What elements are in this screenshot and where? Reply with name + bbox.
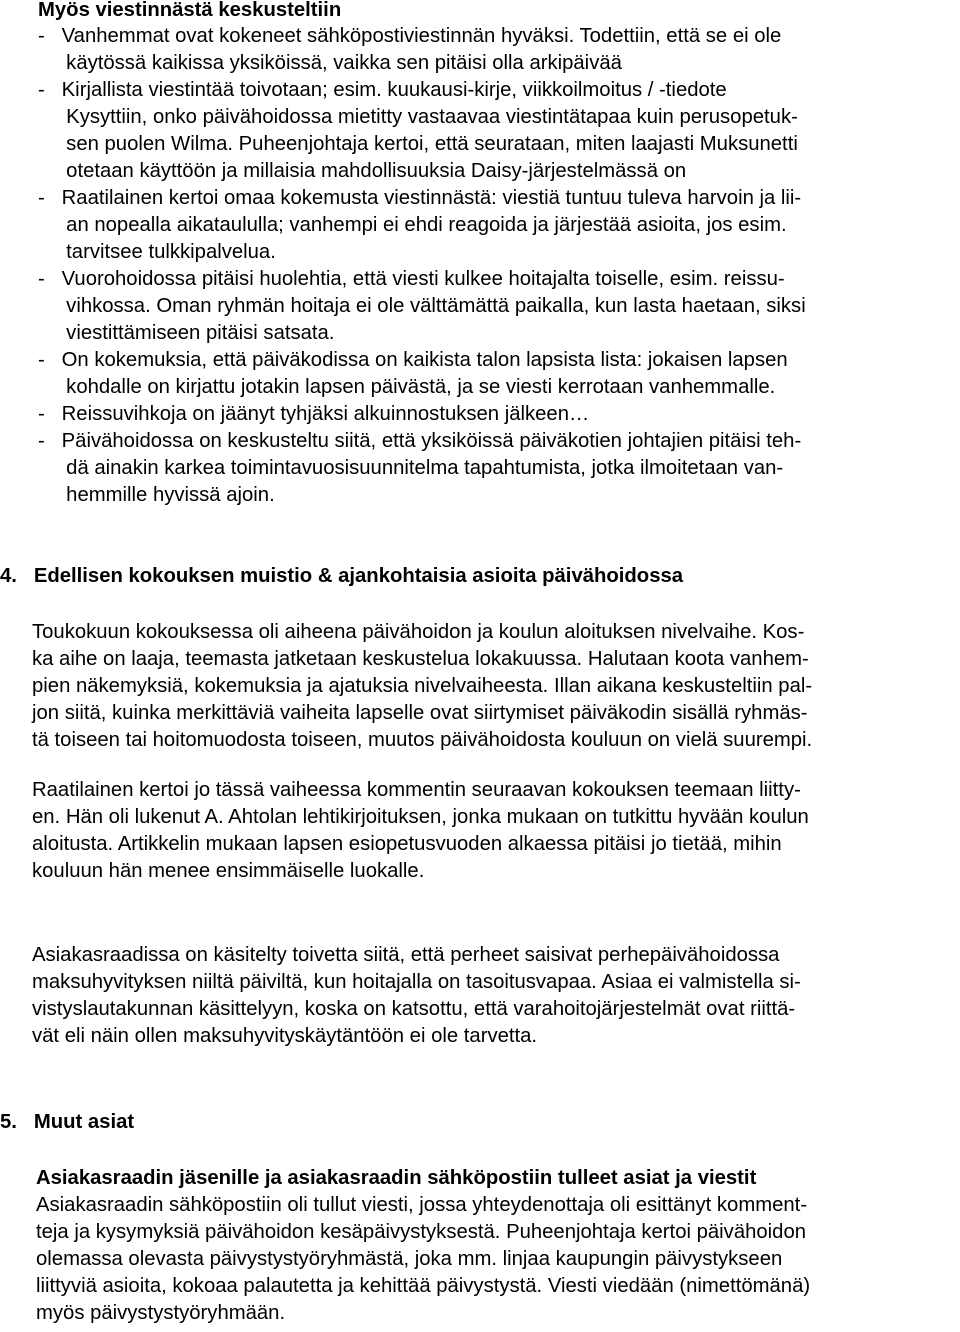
paragraph-line: aloitusta. Artikkelin mukaan lapsen esiopetusvuoden alkaessa pitäisi jo tietää, mihin [32,833,782,855]
paragraph-line: vistyslautakunnan käsittelyyn, koska on katsottu, että varahoitojärjestelmät ovat riittä- [32,998,796,1020]
paragraph-line: vät eli näin ollen maksuhyvityskäytäntöön ei ole tarvetta. [32,1025,538,1047]
bullet-line: vihkossa. Oman ryhmän hoitaja ei ole välttämättä paikalla, kun lasta haetaan, siksi [38,295,806,317]
paragraph-line: tä toiseen tai hoitomuodosta toiseen, muutos päivähoidosta kouluun on vielä suurempi. [32,729,813,751]
paragraph-line: jon siitä, kuinka merkittäviä vaiheita lapselle ovat siirtymiset päiväkodin sisällä ryhmäs- [32,702,808,724]
paragraph-line: Asiakasraadin sähköpostiin oli tullut viesti, jossa yhteydenottaja oli esittänyt komment- [36,1194,808,1216]
bullet-line: - Päivähoidossa on keskusteltu siitä, että yksiköissä päiväkotien johtajien pitäisi teh- [38,430,802,452]
bullet-line: käytössä kaikissa yksiköissä, vaikka sen pitäisi olla arkipäivää [38,52,622,74]
bullet-line: - Vanhemmat ovat kokeneet sähköpostiviestinnän hyväksi. Todettiin, että se ei ole [38,25,782,47]
bullet-line: Kysyttiin, onko päivähoidossa mietitty vastaavaa viestintätapaa kuin perusopetuk- [38,106,798,128]
paragraph-line: myös päivystystyöryhmään. [36,1302,286,1324]
paragraph-line: maksuhyvityksen niiltä päiviltä, kun hoitajalla on tasoitusvapaa. Asiaa ei valmistella si- [32,971,801,993]
bullet-line: dä ainakin karkea toimintavuosisuunnitelma tapahtumista, jotka ilmoitetaan van- [38,457,784,479]
paragraph-line: Toukokuun kokouksessa oli aiheena päivähoidon ja koulun aloituksen nivelvaihe. Kos- [32,621,805,643]
bullet-line: viestittämiseen pitäisi satsata. [38,322,335,344]
paragraph-line: ka aihe on laaja, teemasta jatketaan keskustelua lokakuussa. Halutaan koota vanhem- [32,648,809,670]
section-heading-viestinta: Myös viestinnästä keskusteltiin [38,0,342,21]
bullet-line: - On kokemuksia, että päiväkodissa on kaikista talon lapsista lista: jokaisen lapsen [38,349,788,371]
paragraph-line: Raatilainen kertoi jo tässä vaiheessa kommentin seuraavan kokouksen teemaan liitty- [32,779,801,801]
paragraph-line: liittyviä asioita, kokoaa palautetta ja kehittää päivystystä. Viesti viedään (nimettömänä) [36,1275,811,1297]
bullet-line: - Kirjallista viestintää toivotaan; esim. kuukausi-kirje, viikkoilmoitus / -tiedote [38,79,727,101]
section-heading-4: 4. Edellisen kokouksen muistio & ajankohtaisia asioita päivähoidossa [0,565,684,587]
subheading: Asiakasraadin jäsenille ja asiakasraadin sähköpostiin tulleet asiat ja viestit [36,1167,757,1189]
paragraph-line: en. Hän oli lukenut A. Ahtolan lehtikirjoituksen, jonka mukaan on tutkittu hyvään koulun [32,806,809,828]
bullet-line: - Reissuvihkoja on jäänyt tyhjäksi alkuinnostuksen jälkeen… [38,403,590,425]
bullet-line: - Vuorohoidossa pitäisi huolehtia, että viesti kulkee hoitajalta toiselle, esim. reissu- [38,268,785,290]
paragraph-line: pien näkemyksiä, kokemuksia ja ajatuksia nivelvaiheesta. Illan aikana keskusteltiin pal- [32,675,813,697]
paragraph-line: Asiakasraadissa on käsitelty toivetta siitä, että perheet saisivat perhepäivähoidossa [32,944,780,966]
paragraph-line: teja ja kysymyksiä päivähoidon kesäpäivystyksestä. Puheenjohtaja kertoi päivähoidon [36,1221,807,1243]
bullet-line: an nopealla aikataululla; vanhempi ei ehdi reagoida ja järjestää asioita, jos esim. [38,214,787,236]
bullet-line: kohdalle on kirjattu jotakin lapsen päivästä, ja se viesti kerrotaan vanhemmalle. [38,376,776,398]
bullet-line: sen puolen Wilma. Puheenjohtaja kertoi, että seurataan, miten laajasti Muksunetti [38,133,798,155]
bullet-line: hemmille hyvissä ajoin. [38,484,275,506]
paragraph-line: olemassa olevasta päivystystyöryhmästä, joka mm. linjaa kaupungin päivystykseen [36,1248,783,1270]
bullet-line: otetaan käyttöön ja millaisia mahdollisuuksia Daisy-järjestelmässä on [38,160,687,182]
bullet-line: - Raatilainen kertoi omaa kokemusta viestinnästä: viestiä tuntuu tuleva harvoin ja lii- [38,187,802,209]
bullet-line: tarvitsee tulkkipalvelua. [38,241,276,263]
paragraph-line: kouluun hän menee ensimmäiselle luokalle. [32,860,425,882]
section-heading-5: 5. Muut asiat [0,1111,135,1133]
